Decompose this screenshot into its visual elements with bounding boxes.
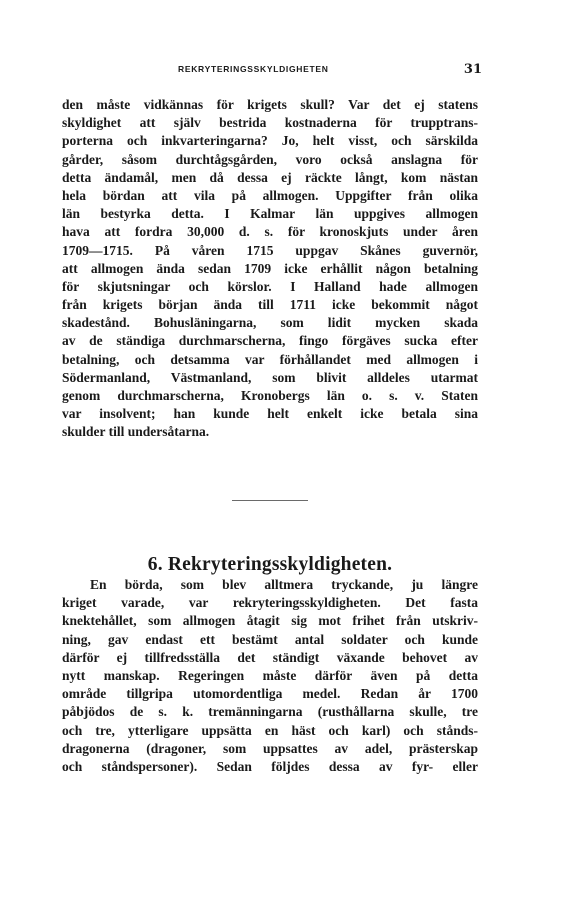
text-line: var insolvent; han kunde helt enkelt icke betala sina — [62, 406, 478, 422]
page-number: 31 — [463, 62, 482, 77]
text-line: nytt manskap. Regeringen måste därför även på detta — [62, 667, 478, 683]
text-line: att allmogen ända sedan 1709 icke erhållit någon betalning — [62, 260, 478, 276]
text-line: och ståndspersoner). Sedan följdes dessa av fyr- eller — [62, 758, 478, 774]
text-line: därför ej tillfredsställa det ständigt växande behovet av — [62, 649, 478, 665]
text-line: påbjödos de s. k. tremänningarna (rusthållarna skulle, tre — [62, 704, 478, 720]
text-line: 1709—1715. På våren 1715 uppgav Skånes guvernör, — [62, 242, 478, 258]
text-line: område tillgripa utomordentliga medel. Redan år 1700 — [62, 686, 478, 702]
text-line: skulder till undersåtarna. — [62, 424, 210, 440]
text-line: och tre, ytterligare uppsätta en häst och karl) och stånds- — [62, 722, 478, 738]
text-line: kriget varade, var rekryteringsskyldigheten. Det fasta — [62, 595, 478, 611]
text-line: porterna och inkvarteringarna? Jo, helt visst, och särskilda — [62, 133, 478, 149]
text-line: En börda, som blev alltmera tryckande, ju längre — [90, 577, 478, 592]
text-line: län bestyrka detta. I Kalmar län uppgives allmogen — [62, 206, 478, 222]
text-line: hava att fordra 30,000 d. s. för kronoskjuts under åren — [62, 224, 478, 240]
paragraph-2 — [62, 576, 478, 776]
text-line: från krigets början ända till 1711 icke bekommit något — [62, 297, 478, 313]
text-line: detta ändamål, men då dessa ej räckte långt, kom nästan — [62, 169, 478, 185]
text-line: den måste vidkännas för krigets skull? Var det ej statens — [62, 97, 478, 112]
section-heading: 6. Rekryteringsskyldigheten. — [147, 554, 393, 576]
text-line: knektehållet, som allmogen åtagit sig mot frihet från utskriv- — [62, 613, 478, 629]
page-header — [62, 64, 484, 80]
text-line: ning, gav endast ett bestämt antal soldater och kunde — [62, 631, 478, 647]
text-line: hela bördan att vila på allmogen. Uppgifter från olika — [62, 187, 478, 203]
running-head: REKRYTERINGSSKYLDIGHETEN — [178, 64, 329, 74]
paragraph-1 — [62, 96, 478, 442]
section-divider — [232, 500, 308, 501]
text-line: betalning, och detsamma var förhållandet med allmogen i — [62, 351, 478, 367]
text-line: dragonerna (dragoner, som uppsattes av adel, prästerskap — [62, 740, 478, 756]
text-line: av de ständiga durchmarscherna, fingo förgäves sucka efter — [62, 333, 478, 349]
text-line: Södermanland, Västmanland, som blivit alldeles utarmat — [62, 369, 478, 385]
text-line: genom durchmarscherna, Kronobergs län o. s. v. Staten — [62, 388, 478, 403]
text-line: för skjutsningar och körslor. I Halland hade allmogen — [62, 278, 478, 294]
text-line: gårder, såsom durchtågsgården, voro också anslagna för — [62, 151, 478, 167]
text-line: skadestånd. Bohusläningarna, som lidit mycken skada — [62, 315, 478, 331]
text-line: skyldighet att själv bestrida kostnaderna för trupptrans- — [62, 115, 478, 131]
